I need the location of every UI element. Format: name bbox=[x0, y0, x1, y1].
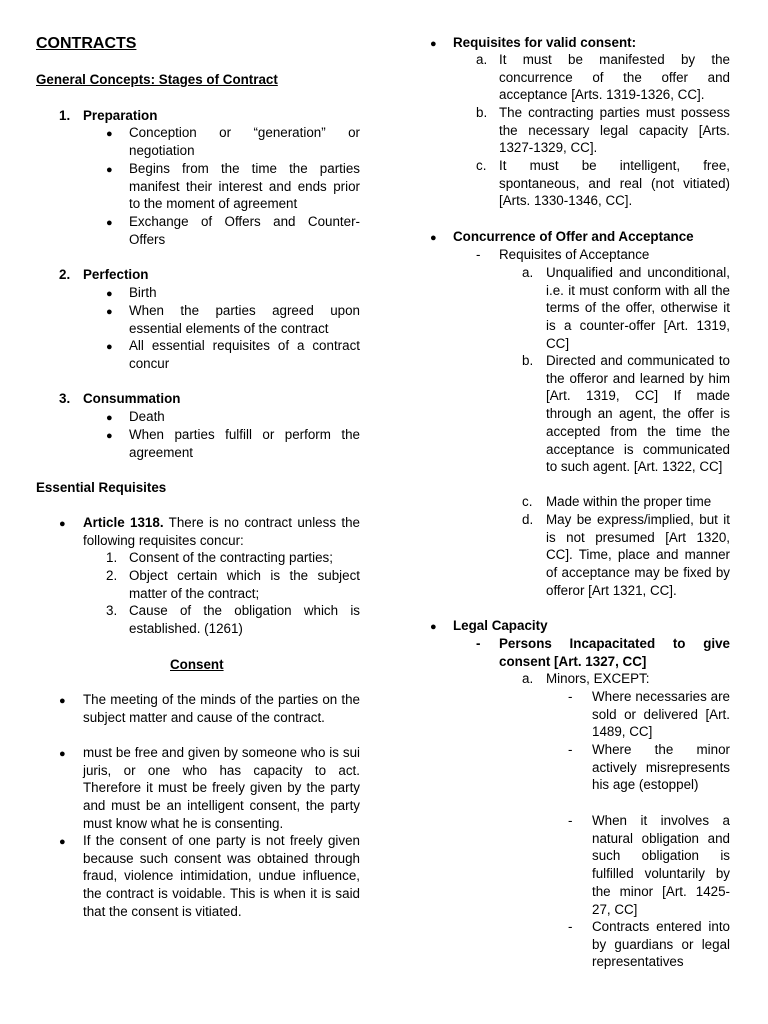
stage-label: Consummation bbox=[83, 391, 181, 406]
bullet-icon: ● bbox=[430, 621, 437, 633]
dash-marker: - bbox=[476, 636, 481, 651]
valid-consent-heading: Requisites for valid consent: bbox=[453, 35, 637, 50]
stage-number: 2. bbox=[59, 267, 71, 282]
bullet-icon: ● bbox=[106, 217, 113, 229]
list-item: Begins from the time the parties manifest their interest and ends prior to the moment of agreement bbox=[129, 161, 360, 212]
item-marker: d. bbox=[522, 512, 534, 527]
exception-item: When it involves a natural obligation and such obligation is fulfilled voluntarily by the minor [Art. 1425-27, CC] bbox=[592, 813, 730, 917]
acceptance-item: Directed and communicated to the offeror and learned by him [Art. 1319, CC] If made through an agent, the offer is accepted from the time the acceptance is communicated to such agent. [Art. 1322, CC] bbox=[546, 353, 730, 475]
bullet-icon: ● bbox=[59, 748, 66, 760]
exception-item: Contracts entered into by guardians or legal representatives bbox=[592, 919, 730, 970]
bullet-icon: ● bbox=[106, 430, 113, 442]
item-marker: b. bbox=[476, 105, 488, 120]
acceptance-subheading: Requisites of Acceptance bbox=[499, 247, 650, 262]
consent-item: must be free and given by someone who is sui juris, or one who has capacity to act. Therefore it must be freely given by the party and must be an intelligent consent, the party must know what he is consenting. bbox=[83, 745, 360, 831]
consent-item: The meeting of the minds of the parties on the subject matter and cause of the contract. bbox=[83, 692, 360, 725]
item-marker: c. bbox=[476, 158, 487, 173]
minors-label: Minors, EXCEPT: bbox=[546, 671, 650, 686]
item-marker: a. bbox=[522, 265, 534, 280]
valid-item: It must be intelligent, free, spontaneous, and real (not vitiated) [Arts. 1330-1346, CC]. bbox=[499, 158, 730, 209]
document-title: CONTRACTS bbox=[36, 35, 137, 52]
article-1318 bbox=[83, 514, 360, 549]
bullet-icon: ● bbox=[106, 288, 113, 300]
bullet-icon: ● bbox=[430, 38, 437, 50]
dash-marker: - bbox=[568, 813, 573, 828]
consent-heading: Consent bbox=[170, 657, 224, 672]
bullet-icon: ● bbox=[106, 341, 113, 353]
acceptance-item: Made within the proper time bbox=[546, 494, 712, 509]
list-item: Death bbox=[129, 409, 165, 424]
bullet-icon: ● bbox=[59, 695, 66, 707]
exception-item: Where necessaries are sold or delivered [Art. 1489, CC] bbox=[592, 689, 730, 740]
article-text: There is no contract unless the following requisites concur: bbox=[83, 515, 360, 548]
concurrence-heading: Concurrence of Offer and Acceptance bbox=[453, 229, 694, 244]
item-marker: a. bbox=[476, 52, 488, 67]
stage-label: Preparation bbox=[83, 108, 158, 123]
requisite-number: 2. bbox=[106, 568, 118, 583]
dash-marker: - bbox=[568, 919, 573, 934]
item-marker: b. bbox=[522, 353, 534, 368]
requisite-item: Consent of the contracting parties; bbox=[129, 550, 333, 565]
essential-heading: Essential Requisites bbox=[36, 480, 167, 495]
stage-number: 1. bbox=[59, 108, 71, 123]
bullet-icon: ● bbox=[106, 306, 113, 318]
incapacitated-heading: Persons Incapacitated to give consent [Art. 1327, CC] bbox=[499, 636, 730, 669]
bullet-icon: ● bbox=[106, 128, 113, 140]
stages-heading: General Concepts: Stages of Contract bbox=[36, 72, 278, 87]
item-marker: c. bbox=[522, 494, 533, 509]
bullet-icon: ● bbox=[59, 518, 66, 530]
valid-item: The contracting parties must possess the necessary legal capacity [Arts. 1327-1329, CC]. bbox=[499, 105, 730, 156]
bullet-icon: ● bbox=[106, 164, 113, 176]
requisite-item: Cause of the obligation which is established. (1261) bbox=[129, 603, 360, 636]
acceptance-item: Unqualified and unconditional, i.e. it must conform with all the terms of the offer, otherwise it is a counter-offer [Art. 1319, CC] bbox=[546, 265, 730, 351]
item-marker: a. bbox=[522, 671, 534, 686]
exception-item: Where the minor actively misrepresents his age (estoppel) bbox=[592, 742, 730, 793]
list-item: Exchange of Offers and Counter-Offers bbox=[129, 214, 360, 247]
bullet-icon: ● bbox=[430, 232, 437, 244]
list-item: When the parties agreed upon essential elements of the contract bbox=[129, 303, 360, 336]
dash-marker: - bbox=[568, 742, 573, 757]
dash-marker: - bbox=[476, 247, 481, 262]
list-item: Conception or “generation” or negotiation bbox=[129, 125, 360, 158]
valid-item: It must be manifested by the concurrence of the offer and acceptance [Arts. 1319-1326, CC]. bbox=[499, 52, 730, 103]
bullet-icon: ● bbox=[106, 412, 113, 424]
bullet-icon: ● bbox=[59, 836, 66, 848]
dash-marker: - bbox=[568, 689, 573, 704]
requisite-number: 1. bbox=[106, 550, 118, 565]
acceptance-item: May be express/implied, but it is not presumed [Art 1320, CC]. Time, place and manner of acceptance may be fixed by offeror [Art 1321, CC]. bbox=[546, 512, 730, 598]
stage-label: Perfection bbox=[83, 267, 149, 282]
legal-capacity-heading: Legal Capacity bbox=[453, 618, 548, 633]
requisite-number: 3. bbox=[106, 603, 118, 618]
requisite-item: Object certain which is the subject matter of the contract; bbox=[129, 568, 360, 601]
article-label: Article 1318. bbox=[83, 515, 164, 530]
stage-number: 3. bbox=[59, 391, 71, 406]
list-item: Birth bbox=[129, 285, 157, 300]
consent-item: If the consent of one party is not freely given because such consent was obtained through fraud, violence intimidation, undue influence, the contract is voidable. This is when it is said that the consent is vitiated. bbox=[83, 833, 360, 919]
list-item: All essential requisites of a contract concur bbox=[129, 338, 360, 371]
list-item: When parties fulfill or perform the agreement bbox=[129, 427, 360, 460]
